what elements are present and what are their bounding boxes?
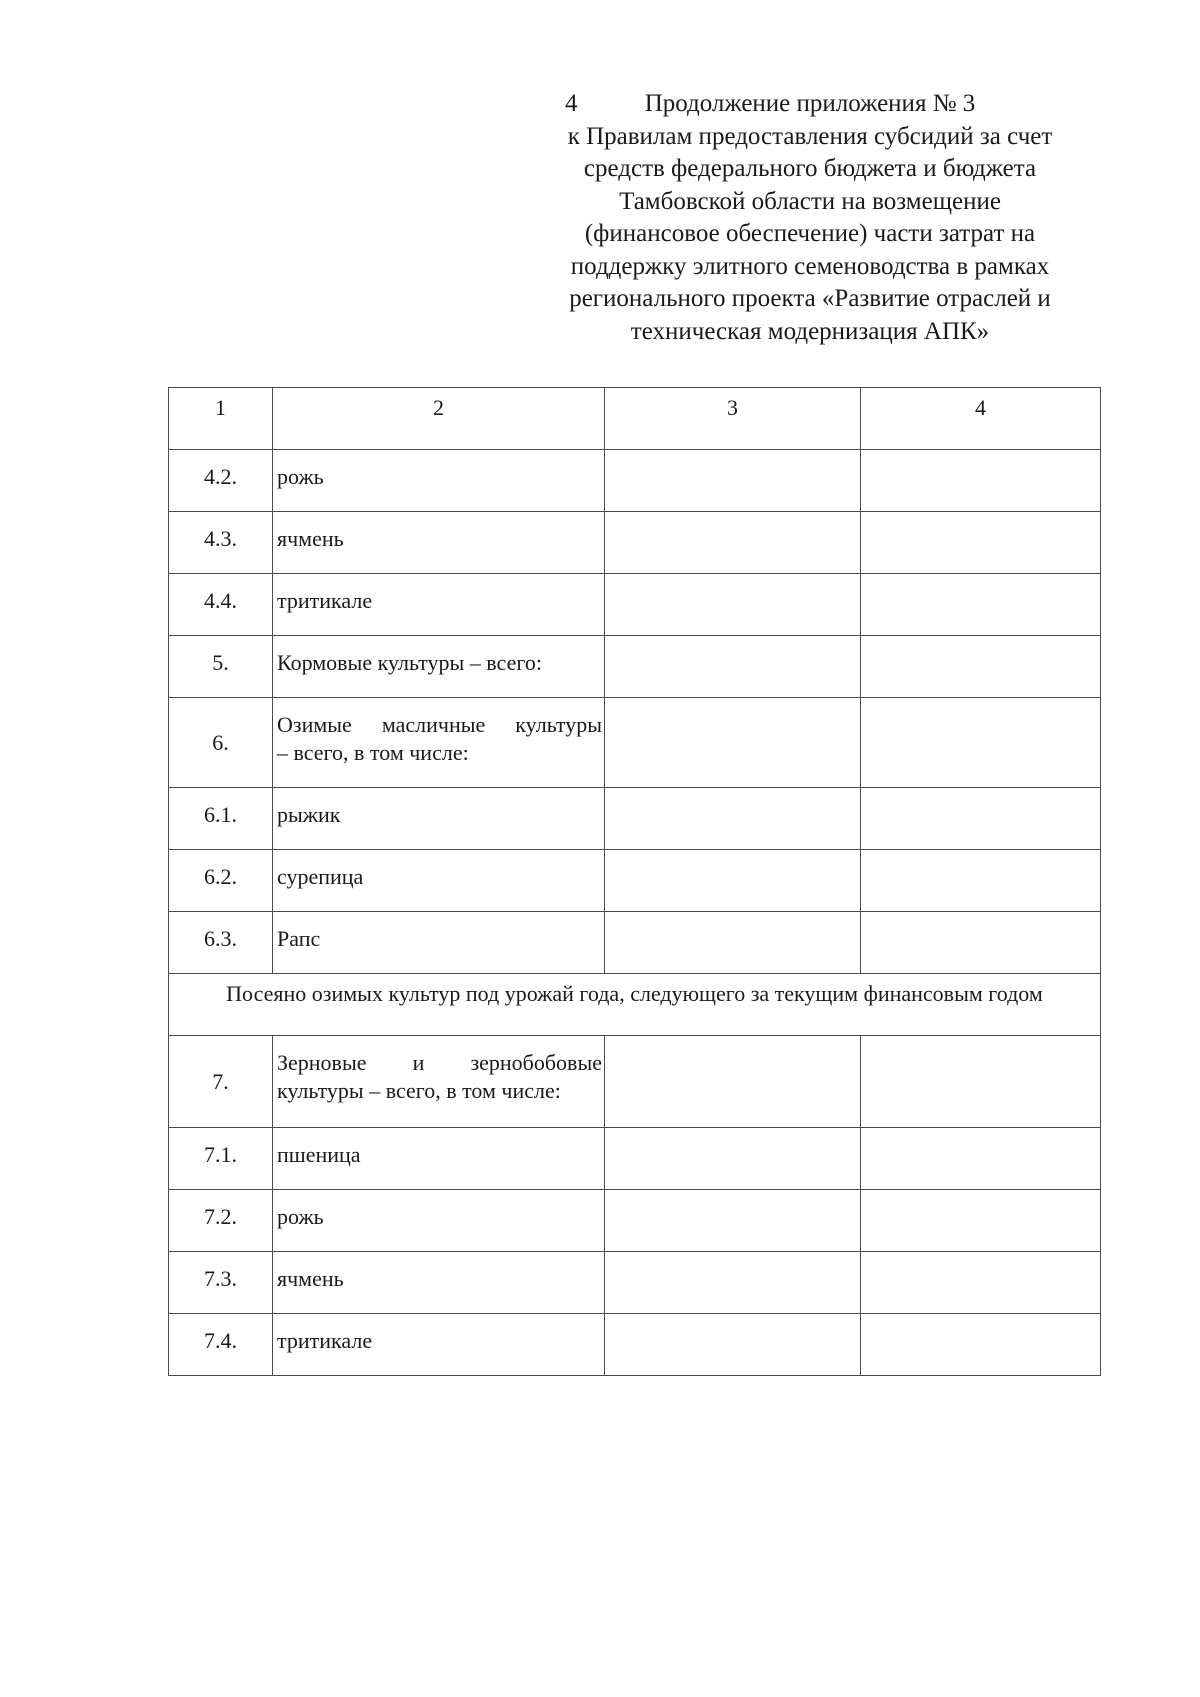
table-row (169, 1190, 1101, 1252)
header-line-8: техническая модернизация АПК» (630, 317, 990, 345)
value-cell-4 (861, 1128, 1101, 1190)
row-name: рожь (273, 1190, 605, 1252)
table-row (169, 1252, 1101, 1314)
table-row (169, 450, 1101, 512)
value-cell-3 (605, 450, 861, 512)
row-name: тритикале (273, 574, 605, 636)
value-cell-3 (605, 912, 861, 974)
row-name: Рапс (273, 912, 605, 974)
row-name-line: Озимые масличные культуры (277, 712, 602, 737)
value-cell-3 (605, 850, 861, 912)
row-name: ячмень (273, 512, 605, 574)
column-header-4: 4 (861, 388, 1101, 450)
row-number: 6.3. (169, 912, 273, 974)
header-line-3: средств федерального бюджета и бюджета (583, 155, 1037, 182)
value-cell-3 (605, 512, 861, 574)
value-cell-3 (605, 636, 861, 698)
header-line-7: регионального проекта «Развитие отраслей и (569, 285, 1051, 312)
section-heading: Посеяно озимых культур под урожай года, следующего за текущим финансовым годом (169, 974, 1101, 1036)
row-number: 4.3. (169, 512, 273, 574)
value-cell-4 (861, 1314, 1101, 1376)
header-line-1: 4 Продолжение приложения № 3 (520, 88, 1100, 121)
row-name-line: культуры – всего, в том числе: (277, 1078, 561, 1103)
crops-table (168, 387, 1101, 1376)
row-name: сурепица (273, 850, 605, 912)
row-name-line: Зерновые и зернобобовые (277, 1050, 602, 1075)
row-name: ячмень (273, 1252, 605, 1314)
row-number: 6.1. (169, 788, 273, 850)
row-number: 6.2. (169, 850, 273, 912)
table-row (169, 636, 1101, 698)
row-name: пшеница (273, 1128, 605, 1190)
value-cell-4 (861, 698, 1101, 788)
header-line-6: поддержку элитного семеноводства в рамках (570, 252, 1050, 280)
appendix-header (520, 88, 1100, 348)
table-row (169, 1314, 1101, 1376)
row-name (273, 698, 605, 788)
column-header-1: 1 (169, 388, 273, 450)
header-line-4: Тамбовской области на возмещение (619, 187, 1001, 215)
table-header-row (169, 388, 1101, 450)
value-cell-4 (861, 1252, 1101, 1314)
value-cell-4 (861, 912, 1101, 974)
row-number: 4.4. (169, 574, 273, 636)
header-line-2: к Правилам предоставления субсидий за счет (567, 122, 1053, 150)
row-number: 7. (169, 1036, 273, 1128)
value-cell-3 (605, 698, 861, 788)
row-name: рожь (273, 450, 605, 512)
table-row (169, 912, 1101, 974)
value-cell-4 (861, 788, 1101, 850)
table-row (169, 698, 1101, 788)
header-line-5: (финансовое обеспечение) части затрат на (584, 220, 1036, 247)
value-cell-3 (605, 1036, 861, 1128)
row-name (273, 1036, 605, 1128)
value-cell-4 (861, 450, 1101, 512)
row-number: 6. (169, 698, 273, 788)
value-cell-4 (861, 574, 1101, 636)
section-row (169, 974, 1101, 1036)
value-cell-3 (605, 788, 861, 850)
value-cell-4 (861, 1190, 1101, 1252)
row-number: 5. (169, 636, 273, 698)
table-row (169, 1128, 1101, 1190)
column-header-2: 2 (273, 388, 605, 450)
row-number: 7.1. (169, 1128, 273, 1190)
table-row (169, 850, 1101, 912)
row-number: 7.4. (169, 1314, 273, 1376)
row-number: 7.2. (169, 1190, 273, 1252)
value-cell-3 (605, 1190, 861, 1252)
column-header-3: 3 (605, 388, 861, 450)
value-cell-4 (861, 636, 1101, 698)
row-name-line: – всего, в том числе: (277, 740, 469, 765)
value-cell-4 (861, 512, 1101, 574)
row-name: рыжик (273, 788, 605, 850)
value-cell-3 (605, 574, 861, 636)
row-number: 7.3. (169, 1252, 273, 1314)
row-name: тритикале (273, 1314, 605, 1376)
value-cell-4 (861, 1036, 1101, 1128)
value-cell-4 (861, 850, 1101, 912)
value-cell-3 (605, 1128, 861, 1190)
page-number: 4 (565, 90, 578, 117)
value-cell-3 (605, 1252, 861, 1314)
table-row (169, 512, 1101, 574)
row-name: Кормовые культуры – всего: (273, 636, 605, 698)
row-number: 4.2. (169, 450, 273, 512)
value-cell-3 (605, 1314, 861, 1376)
table-row (169, 1036, 1101, 1128)
table-row (169, 574, 1101, 636)
table-row (169, 788, 1101, 850)
